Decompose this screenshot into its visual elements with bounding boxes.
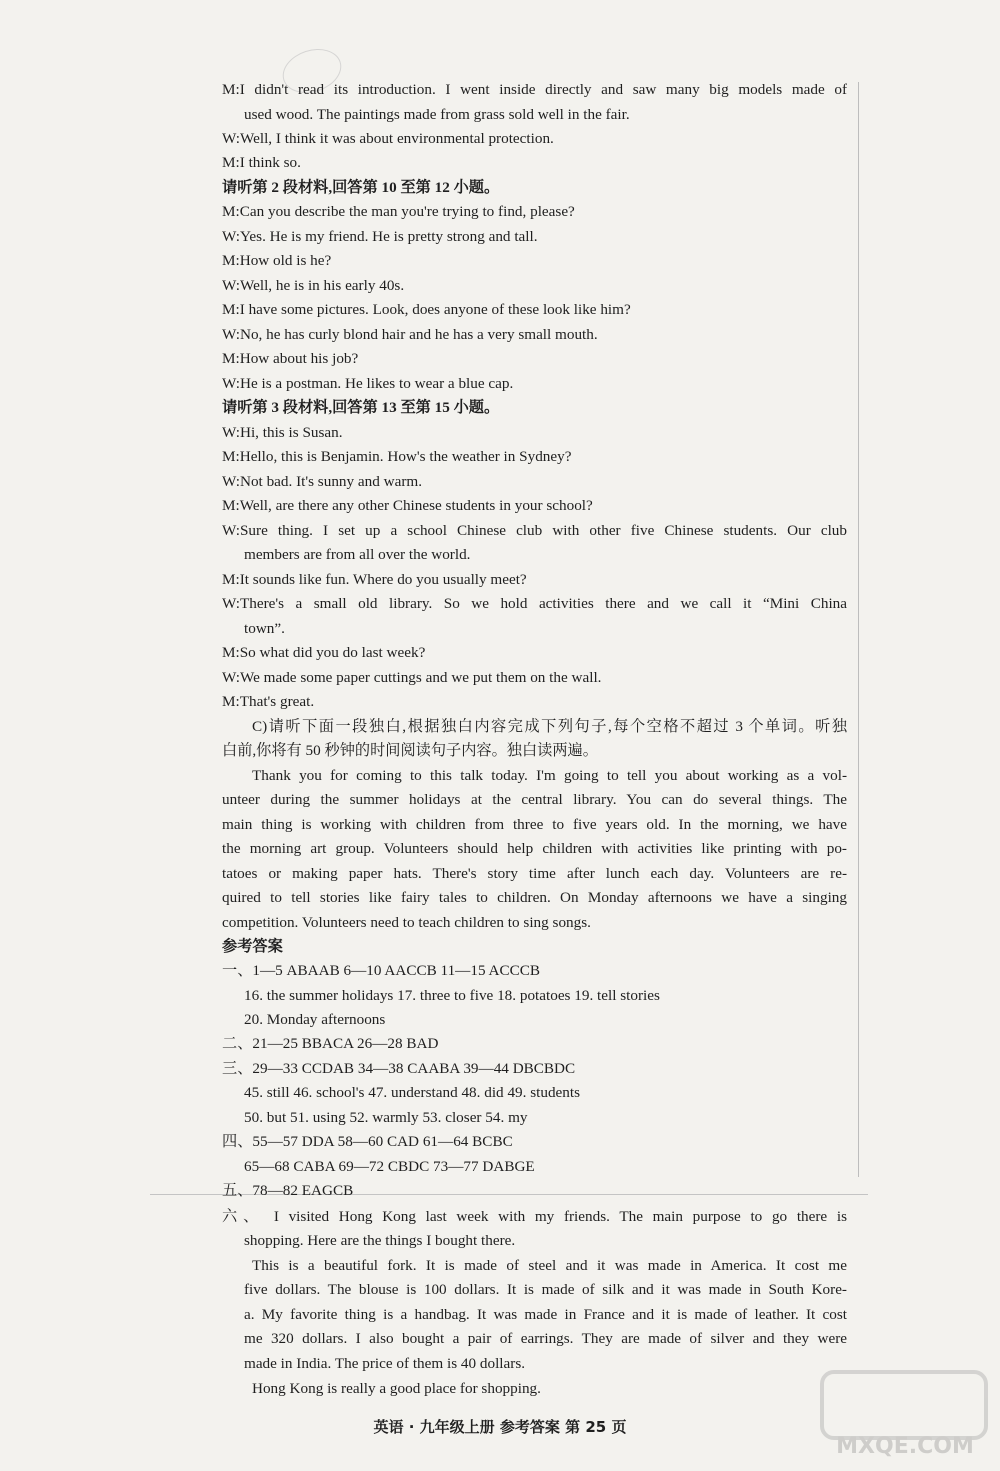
watermark-logo [820, 1370, 988, 1440]
answer-line: 一、1—5 ABAAB 6—10 AACCB 11—15 ACCCB [222, 962, 541, 979]
text-line: W:Yes. He is my friend. He is pretty strong and tall. [222, 228, 538, 245]
answer-line: 65—68 CABA 69—72 CBDC 73—77 DABGE [244, 1158, 535, 1175]
text-line: M:How old is he? [222, 252, 332, 269]
text-line: W:He is a postman. He likes to wear a blue cap. [222, 375, 514, 392]
text-line: M:I didn't read its introduction. I went inside directly and saw many big models made of [222, 81, 847, 98]
text-line: W:Sure thing. I set up a school Chinese club with other five Chinese students. Our club [222, 522, 847, 539]
transcript-line: unteer during the summer holidays at the central library. You can do several things. The [222, 791, 847, 808]
section-instruction: 请听第 2 段材料,回答第 10 至第 12 小题。 [222, 179, 500, 196]
transcript-line: main thing is working with children from three to five years old. In the morning, we have [222, 816, 847, 833]
text-line: M:I have some pictures. Look, does anyone of these look like him? [222, 301, 631, 318]
monologue-instruction: C)请听下面一段独白,根据独白内容完成下列句子,每个空格不超过 3 个单词。听独 [252, 718, 847, 735]
text-line: W:There's a small old library. So we hold activities there and we call it “Mini China [222, 595, 847, 612]
site-watermark [820, 1370, 990, 1460]
text-line: used wood. The paintings made from grass sold well in the fair. [244, 106, 630, 123]
text-line: members are from all over the world. [244, 546, 471, 563]
essay-line: Hong Kong is really a good place for shopping. [252, 1380, 541, 1397]
transcript-line: quired to tell stories like fairy tales to children. On Monday afternoons we have a singing [222, 889, 847, 906]
text-line: W:No, he has curly blond hair and he has a very small mouth. [222, 326, 598, 343]
text-line: M:Hello, this is Benjamin. How's the weather in Sydney? [222, 448, 572, 465]
essay-line: shopping. Here are the things I bought there. [244, 1232, 516, 1249]
margin-rule [858, 82, 859, 1177]
text-line: town”. [244, 620, 285, 637]
essay-line: made in India. The price of them is 40 dollars. [244, 1355, 526, 1372]
essay-line: a. My favorite thing is a handbag. It was made in France and it is made of leather. It cost [244, 1306, 847, 1323]
answer-line: 三、29—33 CCDAB 34—38 CAABA 39—44 DBCBDC [222, 1060, 576, 1077]
section-instruction: 请听第 3 段材料,回答第 13 至第 15 小题。 [222, 399, 500, 416]
transcript-line: the morning art group. Volunteers should help children with activities like printing with po- [222, 840, 847, 857]
text-line: M:I think so. [222, 154, 301, 171]
text-line: M:It sounds like fun. Where do you usually meet? [222, 571, 527, 588]
transcript-line: Thank you for coming to this talk today. I'm going to tell you about working as a vol- [252, 767, 847, 784]
answer-line: 16. the summer holidays 17. three to five 18. potatoes 19. tell stories [244, 987, 660, 1004]
answers-heading: 参考答案 [222, 938, 283, 955]
text-line: W:Well, I think it was about environmental protection. [222, 130, 554, 147]
text-line: W:Hi, this is Susan. [222, 424, 343, 441]
text-line: M:How about his job? [222, 350, 359, 367]
transcript-line: competition. Volunteers need to teach children to sing songs. [222, 914, 591, 931]
text-line: M:Well, are there any other Chinese students in your school? [222, 497, 593, 514]
watermark-text: MXQE.COM [836, 1434, 974, 1459]
page-footer: 英语 · 九年级上册 参考答案 第 25 页 [373, 1418, 627, 1436]
text-line: W:Not bad. It's sunny and warm. [222, 473, 422, 490]
essay-line: five dollars. The blouse is 100 dollars. It is made of silk and it was made in South Kore- [244, 1281, 847, 1298]
text-line: M:So what did you do last week? [222, 644, 426, 661]
text-line: M:That's great. [222, 693, 315, 710]
text-line: W:We made some paper cuttings and we put them on the wall. [222, 669, 602, 686]
transcript-line: tatoes or making paper hats. There's story time after lunch each day. Volunteers are re- [222, 865, 847, 882]
essay-line: This is a beautiful fork. It is made of steel and it was made in America. It cost me [252, 1257, 847, 1274]
text-line: W:Well, he is in his early 40s. [222, 277, 405, 294]
answer-line: 45. still 46. school's 47. understand 48. did 49. students [244, 1084, 581, 1101]
text-line: M:Can you describe the man you're trying to find, please? [222, 203, 575, 220]
answer-line: 四、55—57 DDA 58—60 CAD 61—64 BCBC [222, 1133, 513, 1150]
answer-line: 50. but 51. using 52. warmly 53. closer 54. my [244, 1109, 528, 1126]
answer-line: 五、78—82 EAGCB [222, 1182, 354, 1199]
monologue-instruction: 白前,你将有 50 秒钟的时间阅读句子内容。独白读两遍。 [222, 742, 598, 759]
essay-line: me 320 dollars. I also bought a pair of earrings. They are made of silver and they were [244, 1330, 847, 1347]
answer-line: 二、21—25 BBACA 26—28 BAD [222, 1035, 439, 1052]
essay-line: 六、 I visited Hong Kong last week with my friends. The main purpose to go there is [222, 1208, 847, 1225]
answer-line: 20. Monday afternoons [244, 1011, 386, 1028]
